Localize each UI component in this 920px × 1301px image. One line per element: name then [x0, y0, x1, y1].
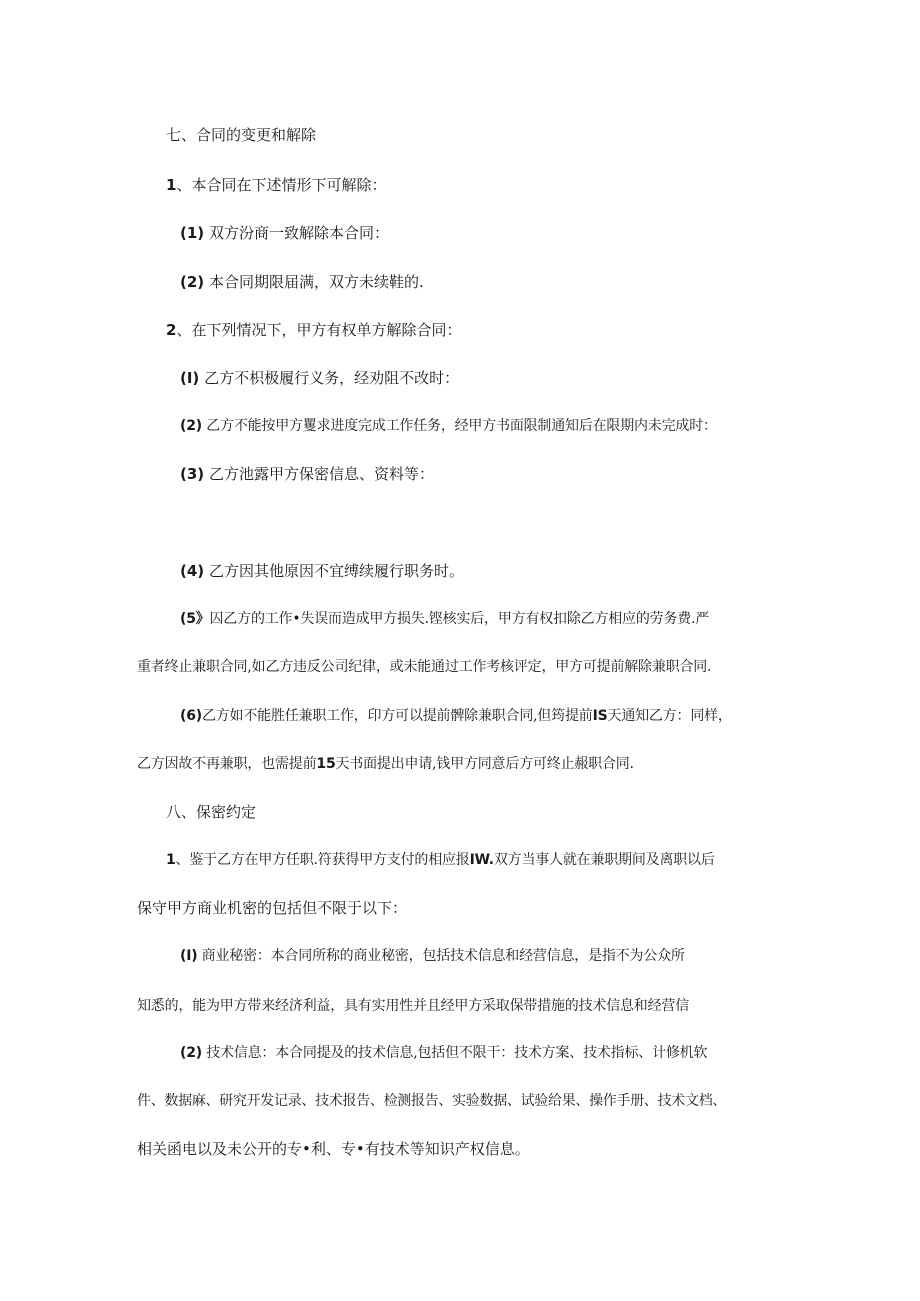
- clause-7-2-3: [180, 464, 434, 484]
- clause-8-1-line1: [166, 850, 715, 870]
- subclause-text: 乙方因故不再兼职，也需提前: [137, 756, 317, 772]
- subclause-marker: (2): [180, 418, 202, 434]
- subclause-text: 乙方如不能胜任兼职工作，印方可以提前髀除兼职合同,但筠提前: [201, 708, 593, 724]
- clause-8-1-2-line3: 相关函电以及未公开的专•利、专•有技术等知识产权信息。: [137, 1140, 530, 1158]
- clause-7-2-1: [180, 368, 459, 388]
- subclause-marker: (I): [180, 948, 198, 964]
- subclause-marker: (I): [180, 369, 200, 387]
- clause-number: 2: [166, 321, 177, 339]
- subclause-marker: (1): [180, 224, 205, 242]
- bold-number: 15: [316, 756, 336, 772]
- subclause-text: 囚乙方的工作•失误而造成甲方损失.铿核实后，甲方有权扣除乙方相应的劳务费.严: [209, 611, 710, 627]
- clause-7-2-5-line2: 重者终止兼职合同,如乙方违反公司纪律，或未能通过工作考核评定，甲方可提前解除兼职合同.: [137, 659, 712, 675]
- subclause-text: 乙方因其他原因不宜缚续履行职务时。: [208, 562, 464, 580]
- clause-7-2: [166, 320, 461, 340]
- subclause-text: 天通知乙方：同样，: [607, 708, 732, 724]
- clause-text: 、鉴于乙方在甲方任职.符获得甲方支付的相应报: [175, 852, 470, 868]
- clause-7-1-1: [180, 223, 389, 243]
- subclause-text: 乙方不枳极履行义务，经劝阻不改时：: [204, 369, 460, 387]
- clause-number: 1: [166, 852, 176, 868]
- subclause-text: 技术信息：本合同提及的技术信息,包括但不限干：技术方案、技术指标、计修机软: [206, 1045, 708, 1061]
- clause-8-1-line2: 保守甲方商业机密的包括但不限于以下：: [137, 899, 408, 917]
- clause-8-1-2-line1: [180, 1043, 707, 1063]
- subclause-marker: (5》: [180, 611, 210, 627]
- subclause-marker: (4): [180, 562, 205, 580]
- subclause-marker: (3): [180, 465, 205, 483]
- subclause-text: 天书面提出申请,钱甲方同意后方可终止赧职合同.: [335, 756, 634, 772]
- bold-number: IS: [592, 708, 608, 724]
- subclause-text: 双方汾商一致解除本合同：: [208, 224, 389, 242]
- clause-7-1-2: [180, 272, 424, 292]
- subclause-text: 商业秘密：本合同所称的商业秘密，包括技术信息和经营信息，是指不为公众所: [201, 948, 685, 964]
- bold-text: IW.: [469, 852, 494, 868]
- subclause-text: 乙方池露甲方保密信息、资料等：: [208, 465, 434, 483]
- clause-8-1-2-line2: 件、数据麻、研究开发记录、技术报告、检测报告、实验数据、试验给果、操作手册、技术文档、: [137, 1093, 727, 1109]
- clause-7-2-4: [180, 561, 464, 581]
- clause-8-1-1-line1: [180, 946, 685, 966]
- section-7-heading: 七、合同的变更和解除: [166, 126, 317, 144]
- subclause-marker: (2): [180, 273, 205, 291]
- clause-7-2-6-line2: [137, 754, 634, 774]
- clause-8-1-1-line2: 知悉的，能为甲方带来经济利益，具有实用性并且经甲方采取保带措施的技术信息和经营信: [137, 998, 689, 1014]
- clause-text: 、本合同在下述情形下可解除：: [176, 176, 387, 194]
- clause-number: 1: [166, 176, 177, 194]
- clause-7-2-6-line1: [180, 706, 732, 726]
- subclause-text: 本合同期限届满，双方未续鞋的.: [208, 273, 424, 291]
- subclause-text: 乙方不能按甲方矍求进度完成工作任务，经甲方书面限制通知后在限期内未完成时：: [206, 418, 717, 434]
- clause-7-1: [166, 175, 386, 195]
- subclause-marker: (2): [180, 1045, 202, 1061]
- clause-7-2-5-line1: [180, 609, 709, 629]
- clause-text: 、在下列情况下，甲方有权单方解除合同：: [176, 321, 462, 339]
- clause-7-2-2: [180, 416, 717, 436]
- clause-text: 双方当事人就在兼职期间及离职以后: [493, 852, 715, 868]
- section-8-heading: 八、保密约定: [166, 803, 257, 821]
- subclause-marker: (6): [180, 708, 202, 724]
